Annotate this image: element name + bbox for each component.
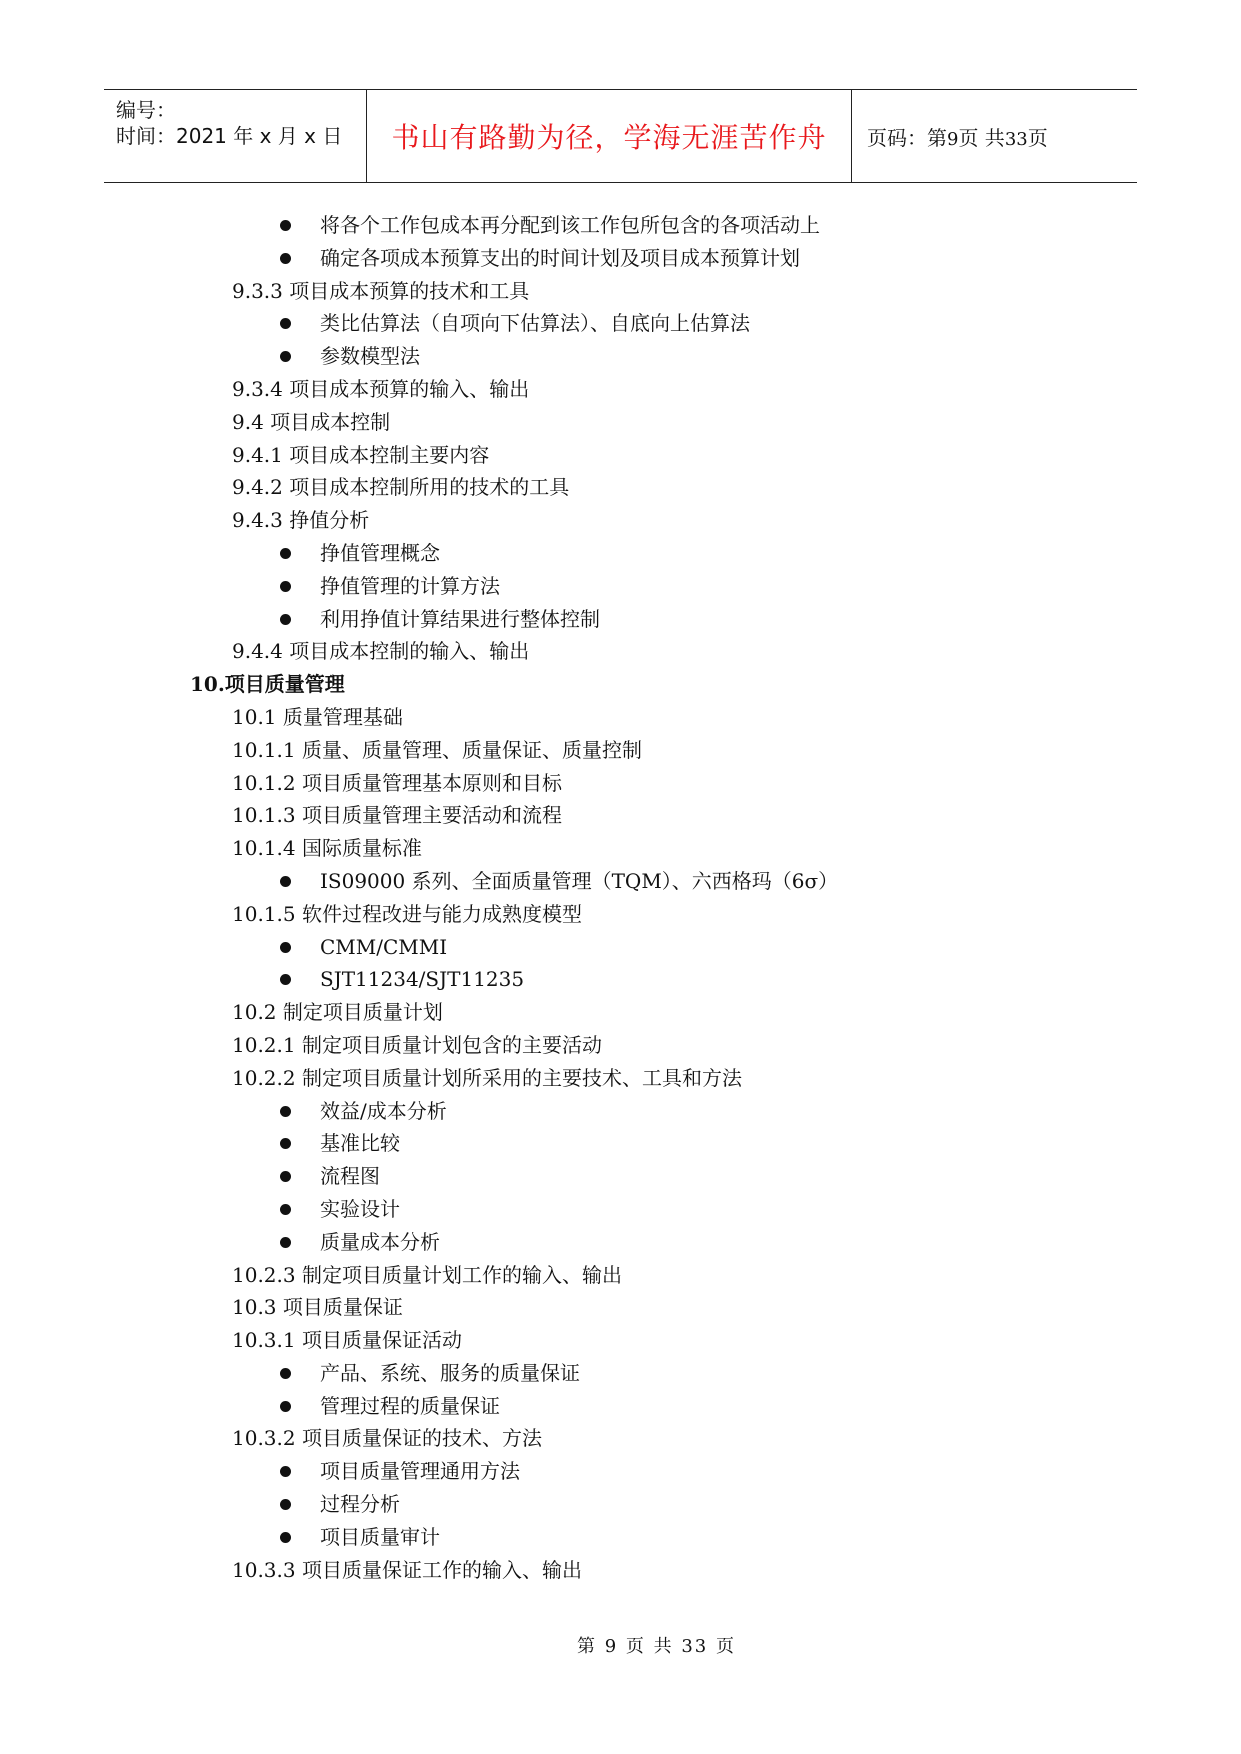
bullet-dot-icon (280, 318, 291, 329)
section-heading (0, 406, 1241, 439)
bullet-item (0, 1390, 1241, 1423)
line-text: 10.2.1 制定项目质量计划包含的主要活动 (232, 1032, 602, 1057)
bullet-dot-icon (280, 1171, 291, 1182)
bullet-item (0, 1455, 1241, 1488)
bullet-dot-icon (280, 581, 291, 592)
header-motto-cell (367, 90, 852, 182)
line-text: 9.4.1 项目成本控制主要内容 (232, 442, 490, 467)
document-number-label: 编号： (116, 98, 176, 122)
section-heading (0, 832, 1241, 865)
bullet-dot-icon (280, 974, 291, 985)
page-footer (0, 1632, 1241, 1658)
section-heading (0, 1259, 1241, 1292)
section-heading (0, 439, 1241, 472)
line-text: 9.4.2 项目成本控制所用的技术的工具 (232, 475, 570, 500)
line-text: 10.1.2 项目质量管理基本原则和目标 (232, 770, 562, 795)
line-text: 10.3.2 项目质量保证的技术、方法 (232, 1426, 542, 1451)
chapter-heading (0, 668, 1241, 701)
section-heading (0, 701, 1241, 734)
line-text: 10.3.3 项目质量保证工作的输入、输出 (232, 1557, 582, 1582)
line-text: 挣值管理概念 (320, 540, 440, 565)
line-text: 管理过程的质量保证 (320, 1393, 500, 1418)
line-text: 10.2.3 制定项目质量计划工作的输入、输出 (232, 1262, 622, 1287)
bullet-dot-icon (280, 351, 291, 362)
bullet-dot-icon (280, 614, 291, 625)
page-total: 33 (1004, 128, 1028, 150)
header-meta-cell (104, 90, 367, 182)
line-text: IS09000 系列、全面质量管理（TQM）、六西格玛（6σ） (320, 868, 839, 893)
line-text: 10.1.3 项目质量管理主要活动和流程 (232, 803, 562, 828)
bullet-item (0, 340, 1241, 373)
section-heading (0, 898, 1241, 931)
section-heading (0, 1291, 1241, 1324)
bullet-item (0, 1488, 1241, 1521)
line-text: 10.1 质量管理基础 (232, 704, 403, 729)
section-heading (0, 373, 1241, 406)
bullet-dot-icon (280, 1106, 291, 1117)
line-text: CMM/CMMI (320, 934, 448, 959)
footer-page-text: 第 9 页 共 33 页 (577, 1636, 736, 1657)
line-text: 效益/成本分析 (320, 1098, 447, 1123)
line-text: 9.4 项目成本控制 (232, 409, 391, 434)
bullet-item (0, 1521, 1241, 1554)
line-text: 将各个工作包成本再分配到该工作包所包含的各项活动上 (320, 213, 820, 237)
line-text: 10.3.1 项目质量保证活动 (232, 1328, 462, 1353)
bullet-item (0, 1160, 1241, 1193)
bullet-item (0, 1095, 1241, 1128)
line-text: 参数模型法 (320, 344, 420, 369)
bullet-item (0, 603, 1241, 636)
line-text: 9.4.3 挣值分析 (232, 508, 370, 533)
line-text: 10.2 制定项目质量计划 (232, 1000, 443, 1025)
line-text: 基准比较 (320, 1131, 400, 1156)
line-text: 10.1.1 质量、质量管理、质量保证、质量控制 (232, 737, 642, 762)
section-heading (0, 1554, 1241, 1587)
line-text: 10.1.5 软件过程改进与能力成熟度模型 (232, 901, 582, 926)
bullet-item (0, 963, 1241, 996)
section-heading (0, 1062, 1241, 1095)
section-heading (0, 1324, 1241, 1357)
page-number: 9 (947, 128, 959, 150)
line-text: 9.3.4 项目成本预算的输入、输出 (232, 376, 530, 401)
page-mid: 页 共 (958, 125, 1005, 150)
section-heading (0, 504, 1241, 537)
line-text: 项目质量管理通用方法 (320, 1459, 520, 1484)
header-page-info (867, 122, 1048, 151)
bullet-item (0, 1127, 1241, 1160)
page-prefix: 页码：第 (867, 125, 947, 150)
bullet-item (0, 570, 1241, 603)
bullet-dot-icon (280, 1466, 291, 1477)
bullet-dot-icon (280, 220, 291, 231)
section-heading (0, 635, 1241, 668)
line-text: 实验设计 (320, 1196, 400, 1221)
bullet-dot-icon (280, 1532, 291, 1543)
bullet-dot-icon (280, 942, 291, 953)
line-text: 过程分析 (320, 1492, 400, 1517)
line-text: 挣值管理的计算方法 (320, 573, 500, 598)
section-heading (0, 1422, 1241, 1455)
section-heading (0, 996, 1241, 1029)
line-text: 质量成本分析 (320, 1229, 440, 1254)
line-text: 产品、系统、服务的质量保证 (320, 1360, 580, 1385)
bullet-dot-icon (280, 1237, 291, 1248)
line-text: 10.1.4 国际质量标准 (232, 836, 422, 861)
section-heading (0, 734, 1241, 767)
bullet-dot-icon (280, 1499, 291, 1510)
section-heading (0, 471, 1241, 504)
bullet-item (0, 1226, 1241, 1259)
document-body (0, 209, 1241, 1586)
bullet-item (0, 242, 1241, 275)
section-heading (0, 767, 1241, 800)
line-text: 9.3.3 项目成本预算的技术和工具 (232, 278, 530, 303)
bullet-dot-icon (280, 1368, 291, 1379)
line-text: 9.4.4 项目成本控制的输入、输出 (232, 639, 530, 664)
section-heading (0, 799, 1241, 832)
line-text: 项目质量审计 (320, 1524, 440, 1549)
bullet-dot-icon (280, 1138, 291, 1149)
bullet-item (0, 209, 1241, 242)
bullet-item (0, 1193, 1241, 1226)
line-text: 类比估算法（自项向下估算法）、自底向上估算法 (320, 311, 750, 336)
line-text: 确定各项成本预算支出的时间计划及项目成本预算计划 (320, 245, 800, 270)
bullet-dot-icon (280, 253, 291, 264)
header-page-cell (853, 90, 1137, 182)
bullet-dot-icon (280, 1204, 291, 1215)
line-text: 10.项目质量管理 (190, 672, 345, 697)
bullet-item (0, 865, 1241, 898)
section-heading (0, 1029, 1241, 1062)
line-text: 利用挣值计算结果进行整体控制 (320, 606, 600, 631)
line-text: 流程图 (320, 1164, 380, 1189)
bullet-item (0, 537, 1241, 570)
line-text: SJT11234/SJT11235 (320, 967, 525, 992)
bullet-item (0, 931, 1241, 964)
bullet-dot-icon (280, 1401, 291, 1412)
line-text: 10.2.2 制定项目质量计划所采用的主要技术、工具和方法 (232, 1065, 742, 1090)
header-motto: 书山有路勤为径，学海无涯苦作舟 (391, 121, 827, 154)
line-text: 10.3 项目质量保证 (232, 1295, 403, 1320)
bullet-item (0, 1357, 1241, 1390)
bullet-item (0, 307, 1241, 340)
section-heading (0, 275, 1241, 308)
document-time-label: 时间：2021 年 x 月 x 日 (116, 124, 343, 148)
bullet-dot-icon (280, 876, 291, 887)
document-header (104, 89, 1137, 183)
bullet-dot-icon (280, 548, 291, 559)
page-suffix: 页 (1027, 125, 1048, 150)
